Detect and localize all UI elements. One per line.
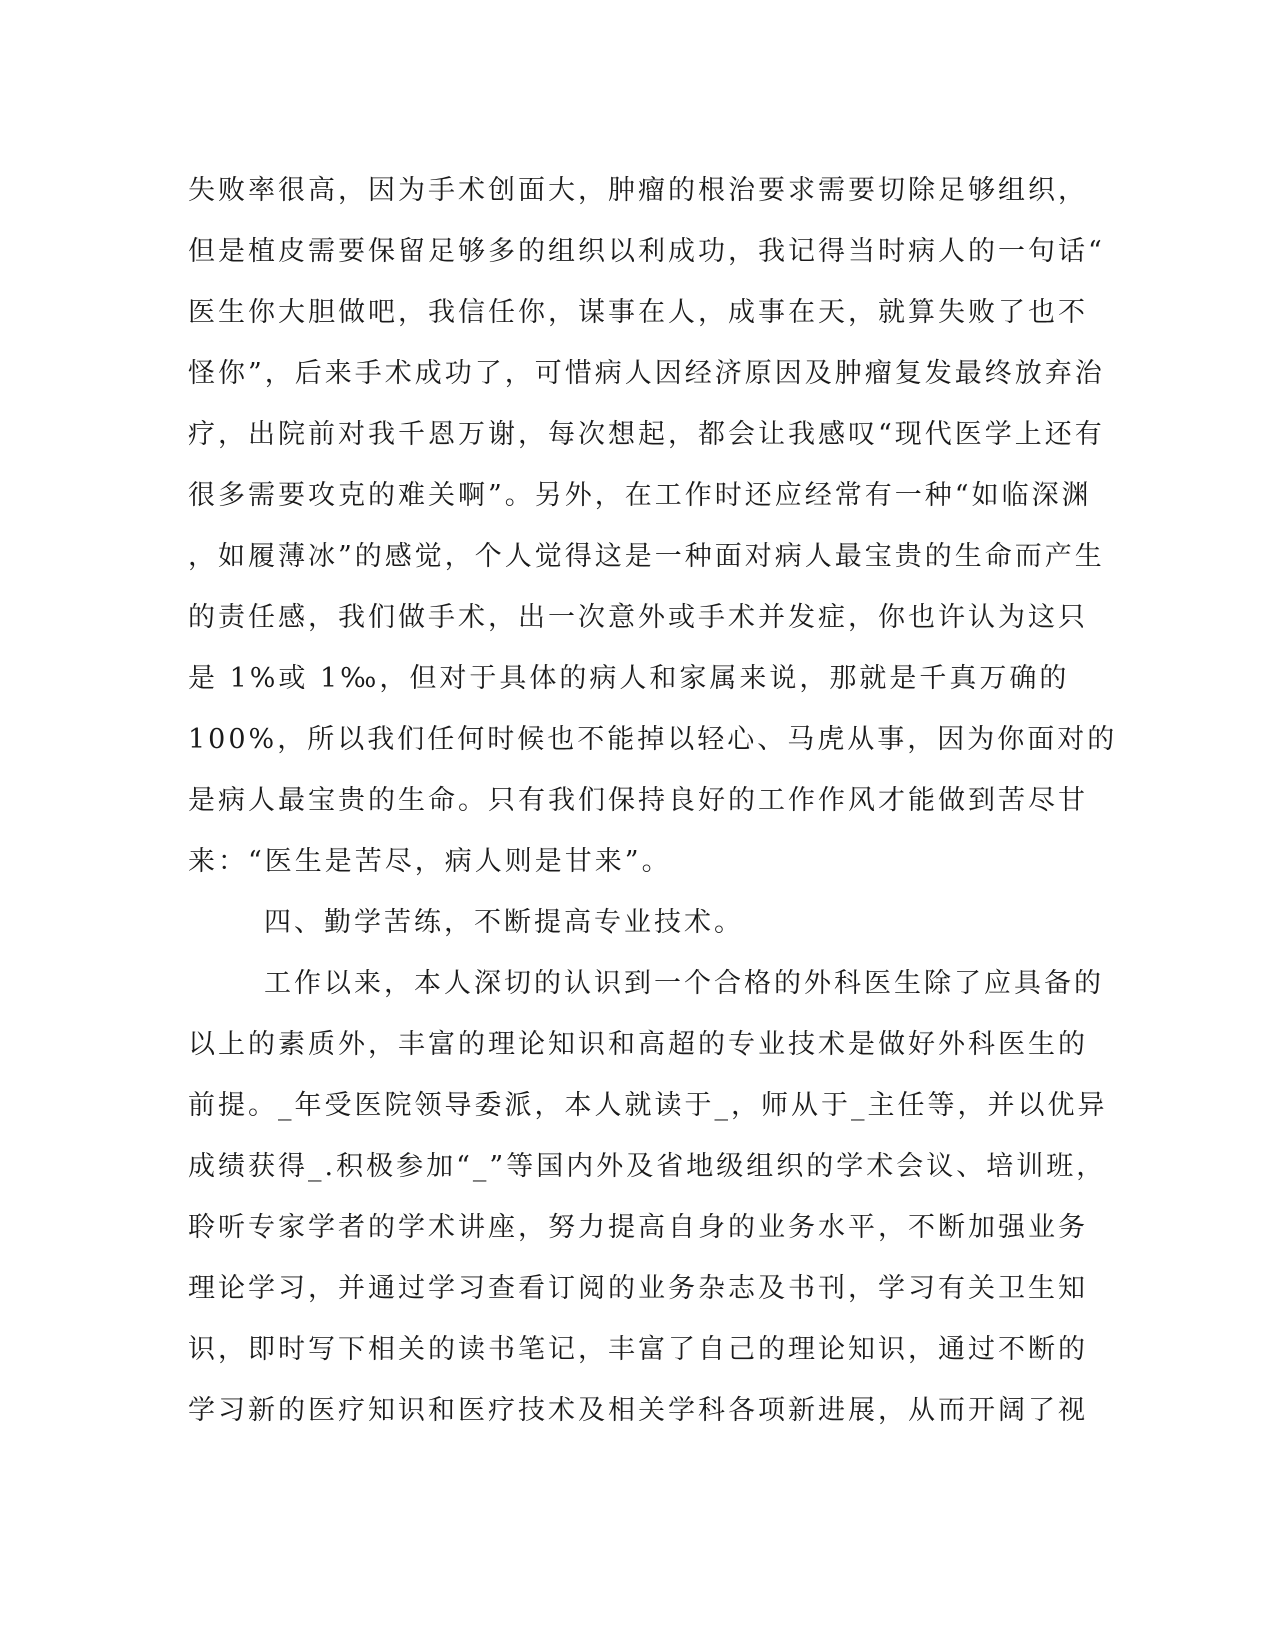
text-line: 聆听专家学者的学术讲座，努力提高自身的业务水平，不断加强业务	[188, 1212, 1088, 1243]
text-line: 以上的素质外，丰富的理论知识和高超的专业技术是做好外科医生的	[188, 1029, 1088, 1060]
text-line: 失败率很高，因为手术创面大，肿瘤的根治要求需要切除足够组织，	[188, 175, 1088, 206]
text-line: 100%，所以我们任何时候也不能掉以轻心、马虎从事，因为你面对的	[188, 724, 1118, 755]
text-line: 是 1%或 1‰，但对于具体的病人和家属来说，那就是千真万确的	[188, 663, 1070, 694]
text-line: 的责任感，我们做手术，出一次意外或手术并发症，你也许认为这只	[188, 602, 1088, 633]
text-line: 来：“医生是苦尽，病人则是甘来”。	[188, 846, 672, 877]
text-line: ，如履薄冰”的感觉，个人觉得这是一种面对病人最宝贵的生命而产生	[188, 541, 1105, 572]
text-line: 疗，出院前对我千恩万谢，每次想起，都会让我感叹“现代医学上还有	[188, 419, 1105, 450]
text-line: 识，即时写下相关的读书笔记，丰富了自己的理论知识，通过不断的	[188, 1334, 1088, 1365]
text-line: 理论学习，并通过学习查看订阅的业务杂志及书刊，学习有关卫生知	[188, 1273, 1088, 1304]
text-line: 成绩获得_.积极参加“_”等国内外及省地级组织的学术会议、培训班，	[188, 1151, 1107, 1182]
section-heading: 四、勤学苦练，不断提高专业技术。	[264, 907, 744, 938]
text-line: 但是植皮需要保留足够多的组织以利成功，我记得当时病人的一句话“	[188, 236, 1105, 267]
text-line: 是病人最宝贵的生命。只有我们保持良好的工作作风才能做到苦尽甘	[188, 785, 1088, 816]
text-line: 工作以来，本人深切的认识到一个合格的外科医生除了应具备的	[264, 968, 1104, 999]
body-text	[188, 160, 1118, 1441]
text-line: 怪你”，后来手术成功了，可惜病人因经济原因及肿瘤复发最终放弃治	[188, 358, 1105, 389]
text-line: 医生你大胆做吧，我信任你，谋事在人，成事在天，就算失败了也不	[188, 297, 1088, 328]
text-line: 学习新的医疗知识和医疗技术及相关学科各项新进展，从而开阔了视	[188, 1395, 1088, 1426]
text-line: 很多需要攻克的难关啊”。另外，在工作时还应经常有一种“如临深渊	[188, 480, 1092, 511]
text-line: 前提。_年受医院领导委派，本人就读于_，师从于_主任等，并以优异	[188, 1090, 1108, 1121]
